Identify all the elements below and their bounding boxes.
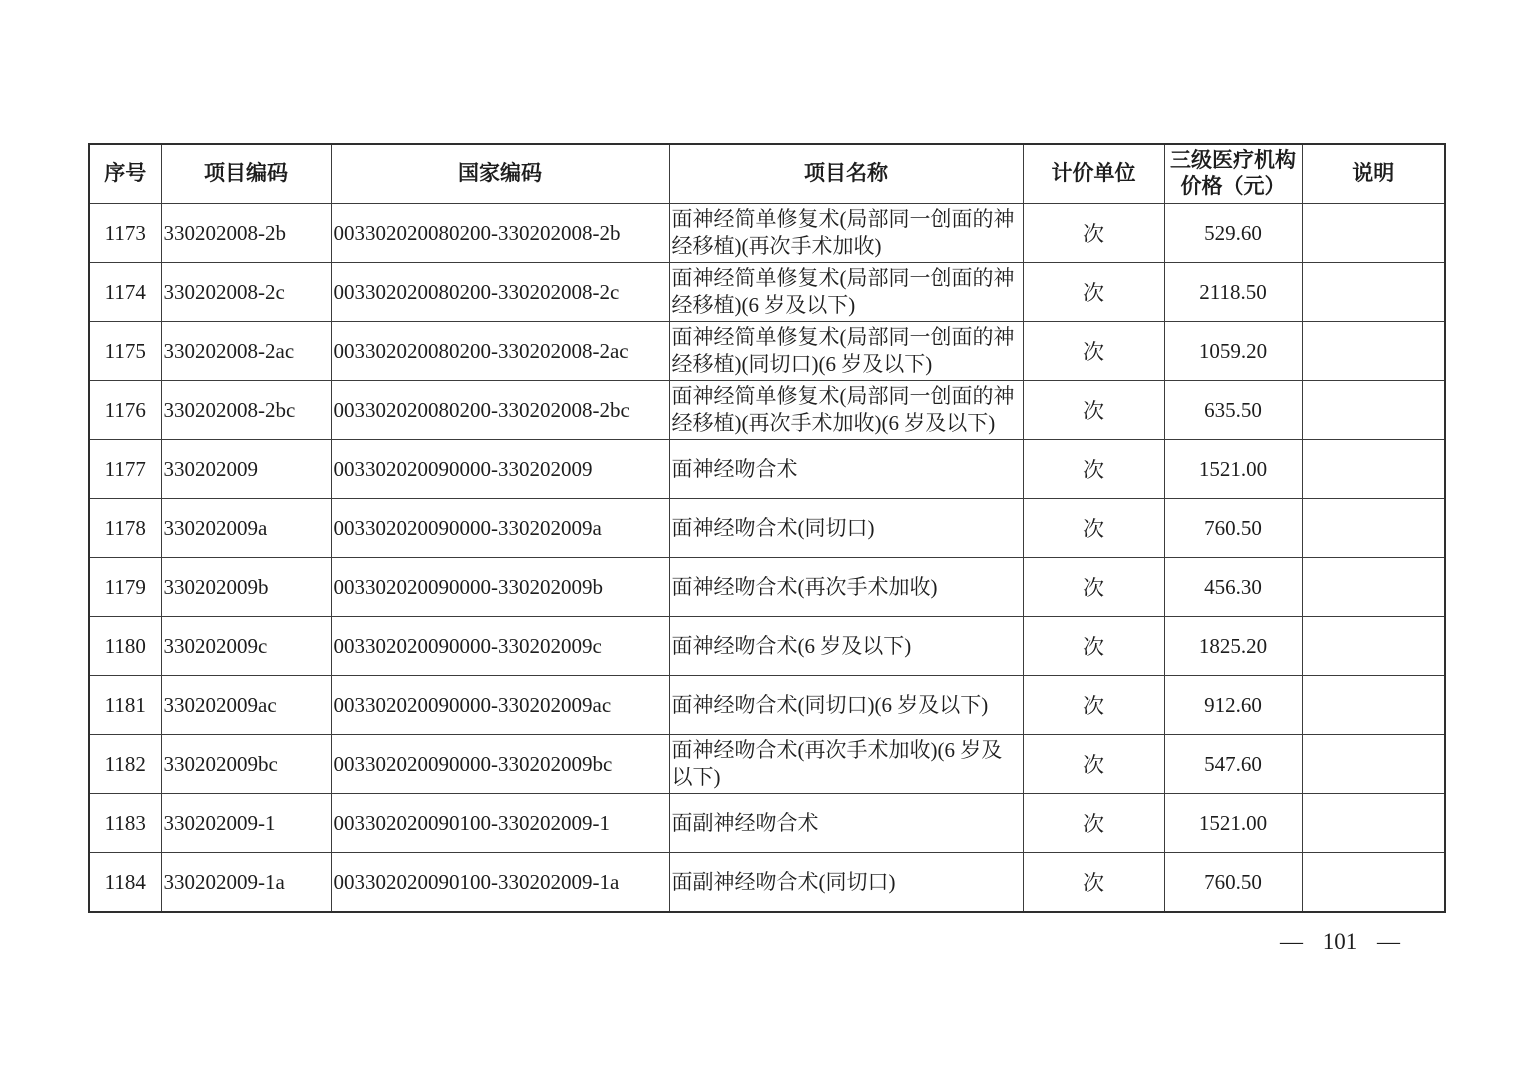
national-code-cell: 003302020090000-330202009ac bbox=[331, 676, 669, 735]
item-code-cell: 330202009c bbox=[161, 617, 331, 676]
item-code-cell: 330202008-2bc bbox=[161, 381, 331, 440]
seq-cell: 1177 bbox=[89, 440, 161, 499]
note-cell bbox=[1302, 558, 1445, 617]
header-unit: 计价单位 bbox=[1023, 144, 1164, 204]
price-cell: 456.30 bbox=[1164, 558, 1302, 617]
header-note: 说明 bbox=[1302, 144, 1445, 204]
price-cell: 1521.00 bbox=[1164, 794, 1302, 853]
table-row bbox=[89, 381, 1445, 440]
table-row bbox=[89, 558, 1445, 617]
table-row bbox=[89, 617, 1445, 676]
table-row bbox=[89, 499, 1445, 558]
price-cell: 547.60 bbox=[1164, 735, 1302, 794]
seq-cell: 1179 bbox=[89, 558, 161, 617]
national-code-cell: 003302020090000-330202009 bbox=[331, 440, 669, 499]
seq-cell: 1174 bbox=[89, 263, 161, 322]
item-name-cell: 面神经吻合术(再次手术加收) bbox=[669, 558, 1023, 617]
seq-cell: 1181 bbox=[89, 676, 161, 735]
note-cell bbox=[1302, 263, 1445, 322]
national-code-cell: 003302020090100-330202009-1 bbox=[331, 794, 669, 853]
national-code-cell: 003302020090000-330202009bc bbox=[331, 735, 669, 794]
item-name-cell: 面神经简单修复术(局部同一创面的神经移植)(再次手术加收) bbox=[669, 204, 1023, 263]
item-name-cell: 面神经吻合术(同切口) bbox=[669, 499, 1023, 558]
item-code-cell: 330202009b bbox=[161, 558, 331, 617]
header-row bbox=[89, 144, 1445, 204]
note-cell bbox=[1302, 322, 1445, 381]
national-code-cell: 003302020090000-330202009b bbox=[331, 558, 669, 617]
price-cell: 760.50 bbox=[1164, 853, 1302, 913]
note-cell bbox=[1302, 617, 1445, 676]
item-code-cell: 330202009bc bbox=[161, 735, 331, 794]
national-code-cell: 003302020080200-330202008-2b bbox=[331, 204, 669, 263]
table-row bbox=[89, 794, 1445, 853]
item-code-cell: 330202009 bbox=[161, 440, 331, 499]
price-cell: 2118.50 bbox=[1164, 263, 1302, 322]
table-row bbox=[89, 735, 1445, 794]
price-cell: 912.60 bbox=[1164, 676, 1302, 735]
table-row bbox=[89, 322, 1445, 381]
table-row bbox=[89, 204, 1445, 263]
national-code-cell: 003302020090000-330202009c bbox=[331, 617, 669, 676]
price-cell: 760.50 bbox=[1164, 499, 1302, 558]
note-cell bbox=[1302, 735, 1445, 794]
item-code-cell: 330202008-2c bbox=[161, 263, 331, 322]
table-row bbox=[89, 263, 1445, 322]
header-national-code: 国家编码 bbox=[331, 144, 669, 204]
price-cell: 529.60 bbox=[1164, 204, 1302, 263]
page-number: — 101 — bbox=[1280, 929, 1400, 954]
item-name-cell: 面神经简单修复术(局部同一创面的神经移植)(同切口)(6 岁及以下) bbox=[669, 322, 1023, 381]
unit-cell: 次 bbox=[1023, 381, 1164, 440]
item-name-cell: 面副神经吻合术 bbox=[669, 794, 1023, 853]
price-cell: 1059.20 bbox=[1164, 322, 1302, 381]
price-cell: 635.50 bbox=[1164, 381, 1302, 440]
note-cell bbox=[1302, 499, 1445, 558]
seq-cell: 1176 bbox=[89, 381, 161, 440]
note-cell bbox=[1302, 204, 1445, 263]
item-code-cell: 330202008-2ac bbox=[161, 322, 331, 381]
unit-cell: 次 bbox=[1023, 558, 1164, 617]
note-cell bbox=[1302, 853, 1445, 913]
unit-cell: 次 bbox=[1023, 853, 1164, 913]
unit-cell: 次 bbox=[1023, 263, 1164, 322]
item-name-cell: 面副神经吻合术(同切口) bbox=[669, 853, 1023, 913]
header-price: 三级医疗机构价格（元） bbox=[1164, 144, 1302, 204]
item-name-cell: 面神经吻合术(同切口)(6 岁及以下) bbox=[669, 676, 1023, 735]
seq-cell: 1175 bbox=[89, 322, 161, 381]
item-code-cell: 330202009ac bbox=[161, 676, 331, 735]
seq-cell: 1182 bbox=[89, 735, 161, 794]
item-name-cell: 面神经吻合术(6 岁及以下) bbox=[669, 617, 1023, 676]
price-cell: 1521.00 bbox=[1164, 440, 1302, 499]
seq-cell: 1184 bbox=[89, 853, 161, 913]
header-item-code: 项目编码 bbox=[161, 144, 331, 204]
note-cell bbox=[1302, 440, 1445, 499]
unit-cell: 次 bbox=[1023, 204, 1164, 263]
item-name-cell: 面神经简单修复术(局部同一创面的神经移植)(再次手术加收)(6 岁及以下) bbox=[669, 381, 1023, 440]
seq-cell: 1178 bbox=[89, 499, 161, 558]
price-cell: 1825.20 bbox=[1164, 617, 1302, 676]
note-cell bbox=[1302, 381, 1445, 440]
seq-cell: 1180 bbox=[89, 617, 161, 676]
unit-cell: 次 bbox=[1023, 322, 1164, 381]
item-name-cell: 面神经吻合术(再次手术加收)(6 岁及以下) bbox=[669, 735, 1023, 794]
national-code-cell: 003302020080200-330202008-2ac bbox=[331, 322, 669, 381]
national-code-cell: 003302020090000-330202009a bbox=[331, 499, 669, 558]
price-table bbox=[88, 143, 1446, 913]
note-cell bbox=[1302, 676, 1445, 735]
note-cell bbox=[1302, 794, 1445, 853]
unit-cell: 次 bbox=[1023, 676, 1164, 735]
unit-cell: 次 bbox=[1023, 440, 1164, 499]
header-item-name: 项目名称 bbox=[669, 144, 1023, 204]
table-row bbox=[89, 853, 1445, 913]
item-code-cell: 330202009a bbox=[161, 499, 331, 558]
seq-cell: 1183 bbox=[89, 794, 161, 853]
item-code-cell: 330202008-2b bbox=[161, 204, 331, 263]
unit-cell: 次 bbox=[1023, 499, 1164, 558]
item-name-cell: 面神经吻合术 bbox=[669, 440, 1023, 499]
unit-cell: 次 bbox=[1023, 794, 1164, 853]
seq-cell: 1173 bbox=[89, 204, 161, 263]
header-seq: 序号 bbox=[89, 144, 161, 204]
table-row bbox=[89, 440, 1445, 499]
national-code-cell: 003302020080200-330202008-2bc bbox=[331, 381, 669, 440]
national-code-cell: 003302020080200-330202008-2c bbox=[331, 263, 669, 322]
table-row bbox=[89, 676, 1445, 735]
item-code-cell: 330202009-1a bbox=[161, 853, 331, 913]
unit-cell: 次 bbox=[1023, 735, 1164, 794]
item-code-cell: 330202009-1 bbox=[161, 794, 331, 853]
unit-cell: 次 bbox=[1023, 617, 1164, 676]
item-name-cell: 面神经简单修复术(局部同一创面的神经移植)(6 岁及以下) bbox=[669, 263, 1023, 322]
national-code-cell: 003302020090100-330202009-1a bbox=[331, 853, 669, 913]
